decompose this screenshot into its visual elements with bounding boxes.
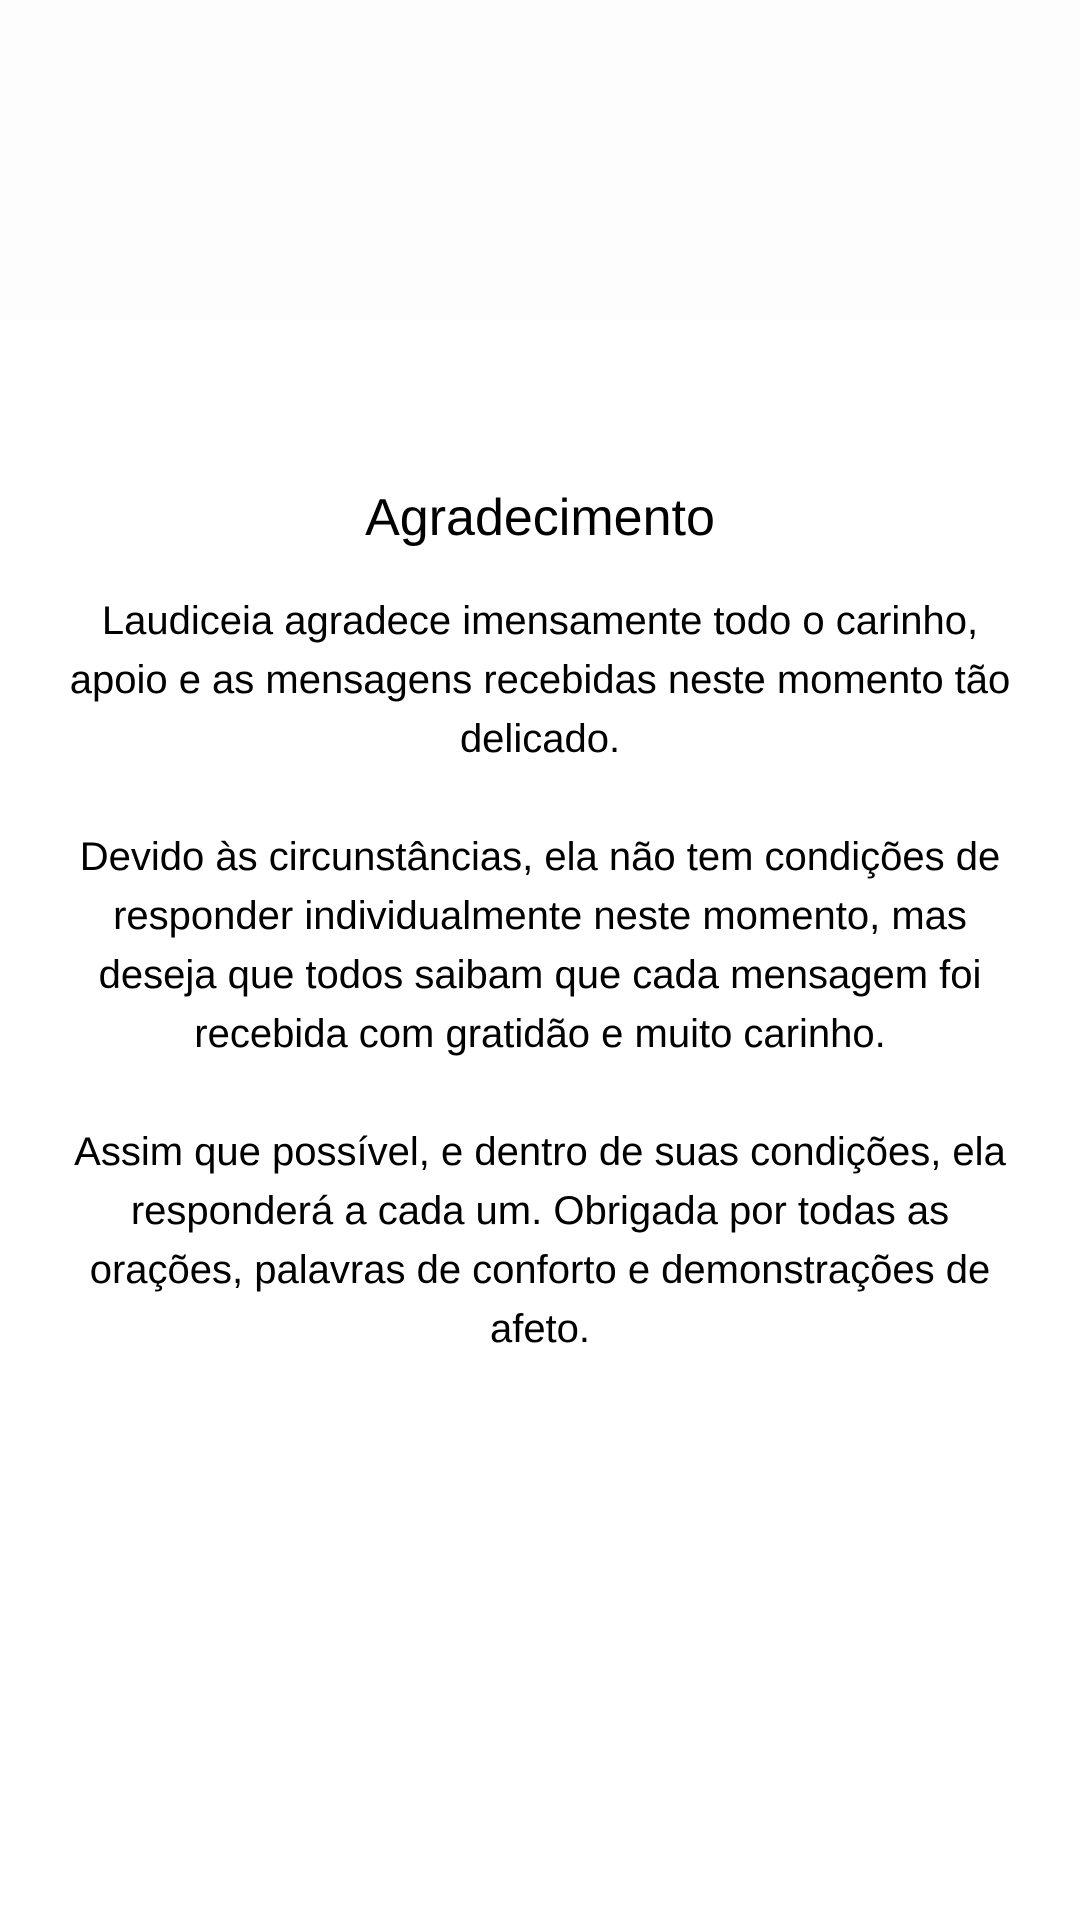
paragraph-spacer bbox=[50, 1064, 1030, 1123]
text-line: apoio e as mensagens recebidas neste momento tão bbox=[69, 658, 1011, 702]
paragraph-thanks bbox=[50, 592, 1030, 769]
paragraph-spacer bbox=[50, 769, 1030, 828]
text-line: afeto. bbox=[489, 1307, 591, 1351]
paragraph-closing bbox=[50, 1123, 1030, 1359]
text-line: deseja que todos saibam que cada mensagem foi bbox=[98, 953, 982, 997]
text-line: orações, palavras de conforto e demonstrações de bbox=[89, 1248, 991, 1292]
note-title: Agradecimento bbox=[365, 489, 715, 547]
acknowledgement-note bbox=[50, 486, 1030, 1359]
text-line: responder individualmente neste momento, mas bbox=[113, 894, 967, 938]
text-line: Laudiceia agradece imensamente todo o carinho, bbox=[101, 599, 979, 643]
text-line: recebida com gratidão e muito carinho. bbox=[194, 1012, 886, 1056]
text-line: Assim que possível, e dentro de suas condições, ela bbox=[74, 1130, 1006, 1174]
top-background-band bbox=[0, 0, 1080, 320]
text-line: responderá a cada um. Obrigada por todas as bbox=[130, 1189, 950, 1233]
paragraph-circumstances bbox=[50, 828, 1030, 1064]
text-line: delicado. bbox=[459, 717, 621, 761]
text-line: Devido às circunstâncias, ela não tem condições de bbox=[79, 835, 1001, 879]
